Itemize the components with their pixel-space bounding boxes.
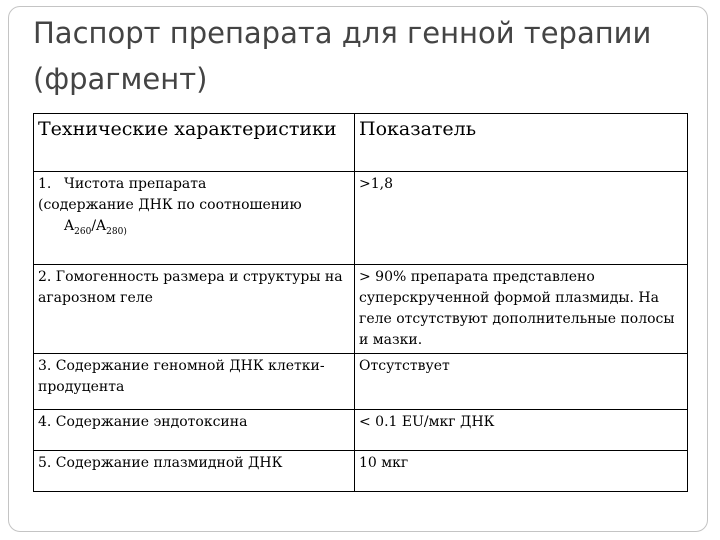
header-characteristics: Технические характеристики: [34, 114, 355, 172]
table-row: [34, 172, 688, 265]
table-row: [34, 410, 688, 451]
table-row: [34, 265, 688, 354]
row-4-value: < 0.1 EU/мкг ДНК: [355, 410, 688, 451]
row-1-number: 1.: [38, 176, 52, 192]
passport-table: [33, 113, 688, 492]
row-5-characteristic: 5. Содержание плазмидной ДНК: [34, 451, 355, 492]
table-row: [34, 354, 688, 410]
table-row: [34, 451, 688, 492]
row-1-value: >1,8: [355, 172, 688, 265]
row-5-value: 10 мкг: [355, 451, 688, 492]
ratio-a-label: A: [64, 218, 75, 234]
slide-title: Паспорт препарата для генной терапии (фрагмент): [33, 16, 652, 96]
row-3-characteristic: 3. Содержание геномной ДНК клетки-продуцента: [34, 354, 355, 410]
row-2-value: > 90% препарата представлено суперскрученной формой плазмиды. На геле отсутствуют дополнительные полосы и мазки.: [355, 265, 688, 354]
header-indicator: Показатель: [355, 114, 688, 172]
row-3-value: Отсутствует: [355, 354, 688, 410]
row-1-name: Чистота препарата: [64, 176, 207, 192]
row-1-ratio: [38, 216, 350, 243]
row-1-name-cont: (содержание ДНК по соотношению: [38, 197, 302, 213]
row-4-characteristic: 4. Содержание эндотоксина: [34, 410, 355, 451]
row-2-characteristic: 2. Гомогенность размера и структуры на агарозном геле: [34, 265, 355, 354]
ratio-separator: /A: [91, 218, 107, 234]
ratio-subscript-1: 260: [74, 226, 92, 237]
row-1-characteristic: [34, 172, 355, 265]
ratio-subscript-2: 280): [106, 226, 127, 237]
table-header-row: [34, 114, 688, 172]
